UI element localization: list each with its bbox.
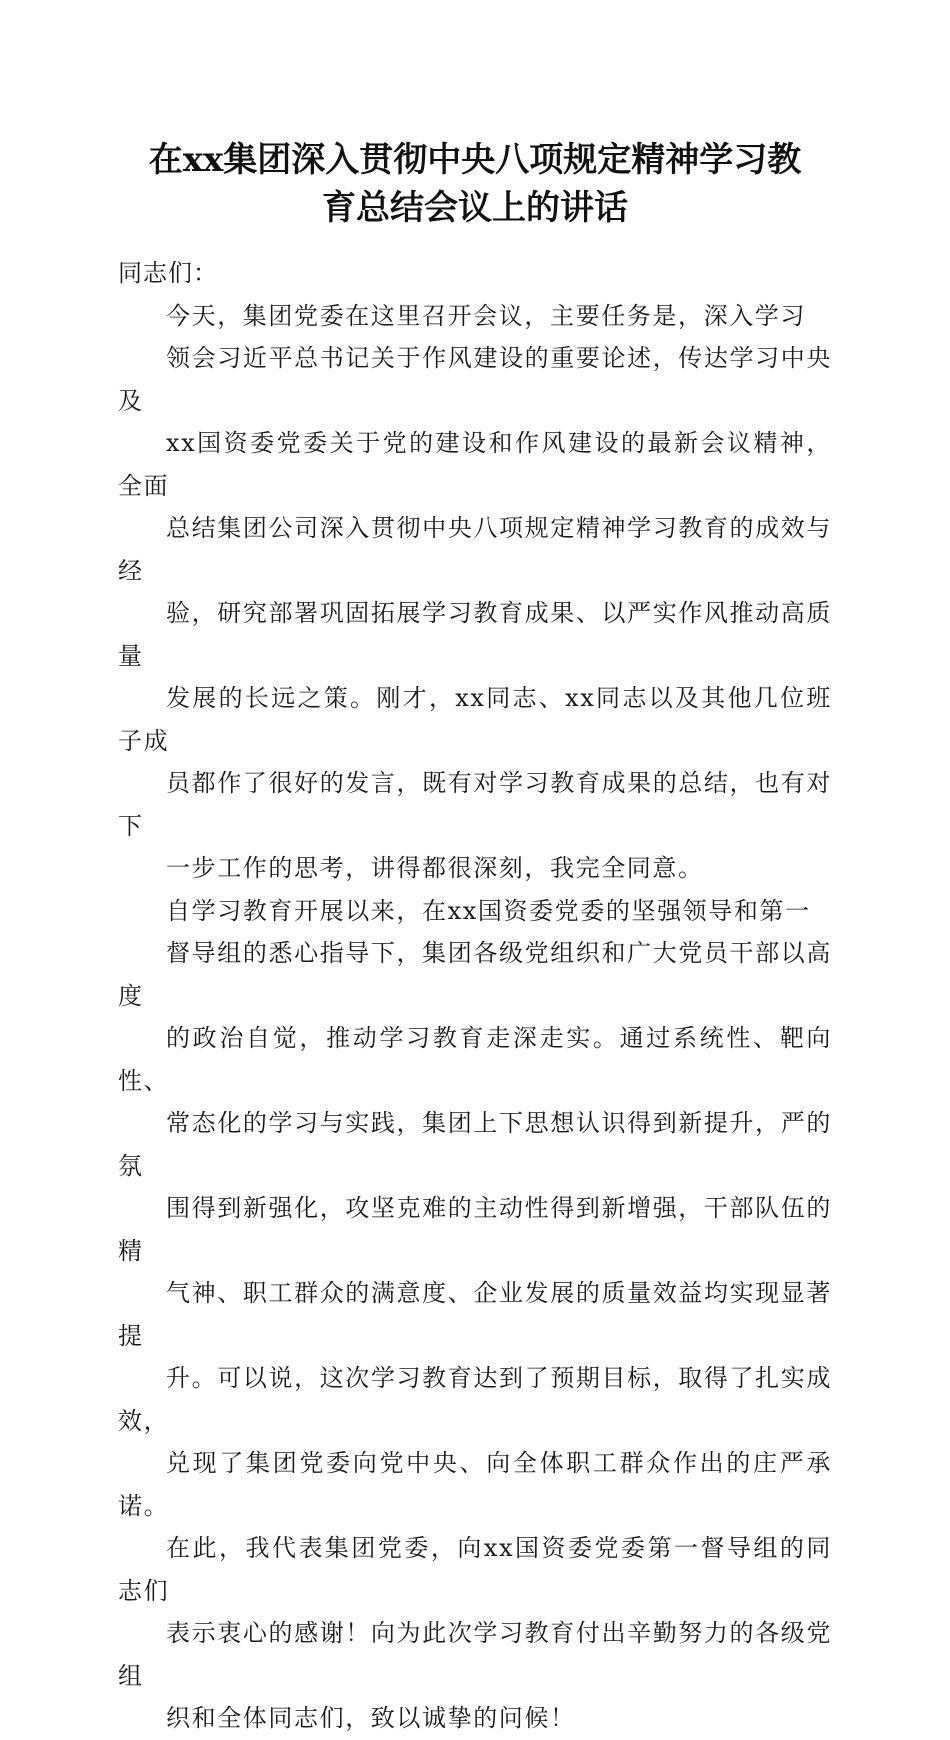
paragraph-line: 兑现了集团党委向党中央、向全体职工群众作出的庄严承诺。 bbox=[118, 1449, 832, 1520]
paragraph-line: 的政治自觉，推动学习教育走深走实。通过系统性、靶向性、 bbox=[118, 1024, 832, 1095]
paragraph-line: 围得到新强化，攻坚克难的主动性得到新增强，干部队伍的精 bbox=[118, 1194, 832, 1265]
paragraph-line: 在此，我代表集团党委，向xx国资委党委第一督导组的同志们 bbox=[118, 1534, 832, 1605]
paragraph-1 bbox=[118, 295, 832, 890]
paragraph-line: 验，研究部署巩固拓展学习教育成果、以严实作风推动高质量 bbox=[118, 599, 832, 670]
paragraph-line: 表示衷心的感谢！向为此次学习教育付出辛勤努力的各级党组 bbox=[118, 1619, 832, 1690]
paragraph-line: 织和全体同志们，致以诚挚的问候！ bbox=[166, 1704, 576, 1732]
document-body bbox=[118, 252, 832, 1740]
document-title bbox=[118, 136, 832, 232]
paragraph-line: 一步工作的思考，讲得都很深刻，我完全同意。 bbox=[166, 854, 704, 882]
paragraph-line: 总结集团公司深入贯彻中央八项规定精神学习教育的成效与经 bbox=[118, 514, 832, 585]
paragraph-2 bbox=[118, 890, 832, 1740]
paragraph-line: 自学习教育开展以来，在xx国资委党委的坚强领导和第一 bbox=[166, 896, 811, 925]
paragraph-line: 员都作了很好的发言，既有对学习教育成果的总结，也有对下 bbox=[118, 769, 832, 840]
paragraph-line: 发展的长远之策。刚才，xx同志、xx同志以及其他几位班子成 bbox=[118, 684, 832, 755]
paragraph-line: 领会习近平总书记关于作风建设的重要论述，传达学习中央及 bbox=[118, 344, 832, 415]
paragraph-line: 常态化的学习与实践，集团上下思想认识得到新提升，严的氛 bbox=[118, 1109, 832, 1180]
paragraph-line: 升。可以说，这次学习教育达到了预期目标，取得了扎实成效， bbox=[118, 1364, 832, 1435]
paragraph-line: 气神、职工群众的满意度、企业发展的质量效益均实现显著提 bbox=[118, 1279, 832, 1350]
greeting: 同志们： bbox=[118, 259, 218, 287]
paragraph-line: 督导组的悉心指导下，集团各级党组织和广大党员干部以高度 bbox=[118, 939, 832, 1010]
title-line-1: 在xx集团深入贯彻中央八项规定精神学习教 bbox=[148, 140, 802, 180]
paragraph-line: 今天，集团党委在这里召开会议，主要任务是，深入学习 bbox=[166, 301, 806, 330]
title-line-2: 育总结会议上的讲话 bbox=[322, 188, 628, 228]
paragraph-line: xx国资委党委关于党的建设和作风建设的最新会议精神，全面 bbox=[118, 429, 832, 500]
